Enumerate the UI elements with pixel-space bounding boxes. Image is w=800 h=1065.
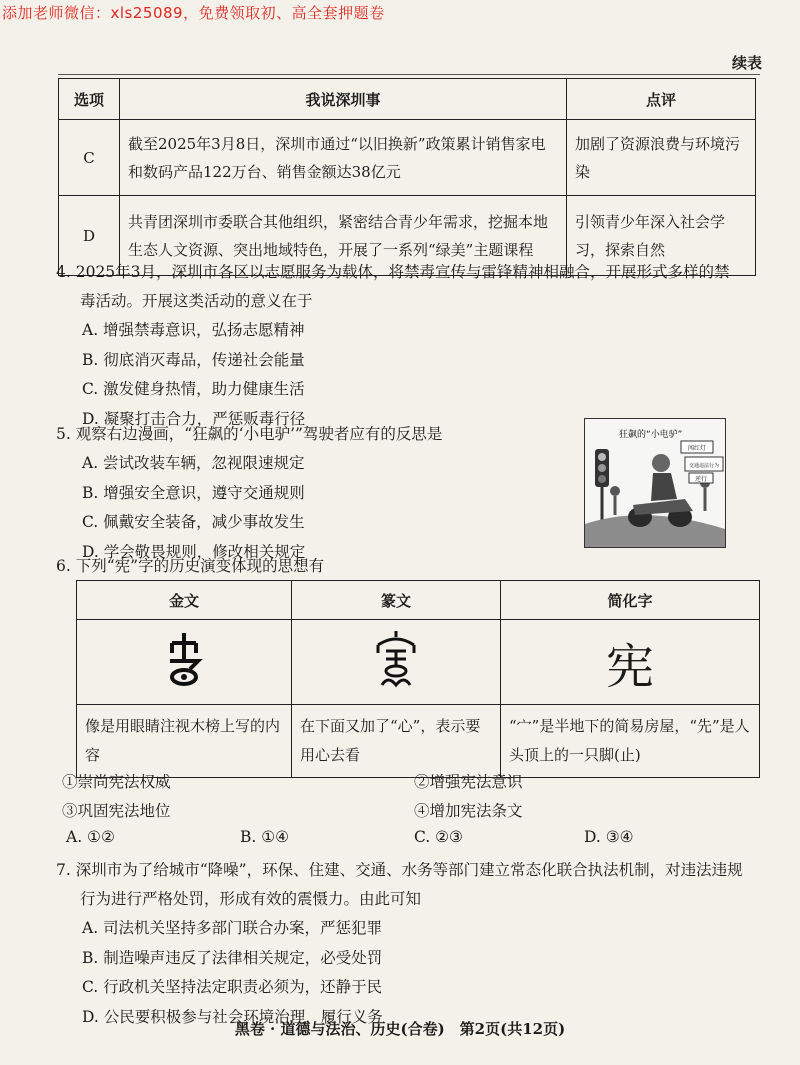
q7-option-d[interactable]: D. 公民要积极参与社会环境治理，履行义务 xyxy=(82,1007,383,1026)
q4-stem-line1: 4. 2025年3月，深圳市各区以志愿服务为载体，将禁毒宣传与雷锋精神相融合，开展形式多样的禁 xyxy=(56,263,730,281)
q4-option-d[interactable]: D. 凝聚打击合力，严惩贩毒行径 xyxy=(82,409,306,428)
question-5 xyxy=(56,420,576,567)
q7-option-a[interactable]: A. 司法机关坚持多部门联合办案，严惩犯罪 xyxy=(82,919,383,937)
watermark-text: 添加老师微信：xls25089，免费领取初、高全套押题卷 xyxy=(2,4,385,22)
q6-choice-d[interactable]: D. ③④ xyxy=(584,828,634,846)
q7-stem-line2: 行为进行严格处罚，形成有效的震慑力。由此可知 xyxy=(80,890,422,908)
jinwen-glyph-cell xyxy=(77,620,292,705)
q4-option-b[interactable]: B. 彻底消灭毒品，传递社会能量 xyxy=(82,350,305,369)
row-event: 截至2025年3月8日，深圳市通过“以旧换新”政策累计销售家电和数码产品122万台、销售金额达38亿元 xyxy=(120,120,567,196)
question-4 xyxy=(56,258,766,434)
row-comment: 引领青少年深入社会学习，探索自然 xyxy=(567,196,756,276)
row-option: D xyxy=(59,196,120,276)
comic-sign-red-light: 闯红灯 xyxy=(687,445,707,452)
description-row xyxy=(77,705,760,778)
shenzhen-events-table xyxy=(58,78,756,276)
col-header-jinwen: 金文 xyxy=(77,581,292,620)
q6-statement-1: ①崇尚宪法权威 xyxy=(62,773,171,791)
q5-option-c[interactable]: C. 佩戴安全装备，减少事故发生 xyxy=(82,513,305,531)
header-rule xyxy=(58,74,760,75)
row-comment: 加剧了资源浪费与环境污染 xyxy=(567,120,756,196)
page-footer: 黑卷 · 道德与法治、历史(合卷) 第2页(共12页) xyxy=(234,1020,566,1038)
question-6 xyxy=(56,552,556,581)
zhuanwen-glyph-image xyxy=(374,629,418,691)
q4-option-a[interactable]: A. 增强禁毒意识，弘扬志愿精神 xyxy=(82,321,305,339)
q5-stem: 5. 观察右边漫画，“狂飙的‘小电驴’”驾驶者应有的反思是 xyxy=(56,425,443,443)
simplified-glyph-cell xyxy=(501,620,760,705)
jinwen-glyph-image xyxy=(164,629,204,691)
q6-statement-3: ③巩固宪法地位 xyxy=(62,802,171,820)
xian-character-table xyxy=(76,580,760,778)
table-header-row xyxy=(59,79,756,120)
glyph-row xyxy=(77,620,760,705)
row-option: C xyxy=(59,120,120,196)
question-7 xyxy=(56,856,776,1032)
q4-stem-line2: 毒活动。开展这类活动的意义在于 xyxy=(80,292,313,310)
zhuanwen-description: 在下面又加了“心”，表示要用心去看 xyxy=(292,705,501,778)
q6-stem: 6. 下列“宪”字的历史演变体现的思想有 xyxy=(56,557,325,575)
q7-stem-line1: 7. 深圳市为了给城市“降噪”，环保、住建、交通、水务等部门建立常态化联合执法机制，对违法违规 xyxy=(56,861,743,879)
col-header-event: 我说深圳事 xyxy=(120,79,567,120)
q4-option-c[interactable]: C. 激发健身热情，助力健康生活 xyxy=(82,380,305,398)
q6-statement-2: ②增强宪法意识 xyxy=(414,773,523,791)
traffic-comic-image xyxy=(584,418,726,548)
q6-choice-c[interactable]: C. ②③ xyxy=(414,828,463,846)
col-header-option: 选项 xyxy=(59,79,120,120)
q5-option-a[interactable]: A. 尝试改装车辆，忽视限速规定 xyxy=(82,454,305,472)
col-header-zhuanwen: 篆文 xyxy=(292,581,501,620)
comic-illustration xyxy=(585,419,725,547)
jinwen-description: 像是用眼睛注视木榜上写的内容 xyxy=(77,705,292,778)
col-header-comment: 点评 xyxy=(567,79,756,120)
simplified-description: “宀”是半地下的简易房屋，“先”是人头顶上的一只脚(止) xyxy=(501,705,760,778)
q6-choice-a[interactable]: A. ①② xyxy=(66,828,115,846)
comic-sign-violation: 交通违法行为 xyxy=(688,463,720,469)
continued-label: 续表 xyxy=(731,54,762,72)
comic-title: 狂飙的“小电驴” xyxy=(619,430,683,440)
q7-option-b[interactable]: B. 制造噪声违反了法律相关规定，必受处罚 xyxy=(82,948,383,967)
table-row xyxy=(59,120,756,196)
simplified-glyph: 宪 xyxy=(605,638,654,695)
comic-sign-wrong-way: 逆行 xyxy=(694,476,708,483)
col-header-simplified: 简化字 xyxy=(501,581,760,620)
q5-option-b[interactable]: B. 增强安全意识，遵守交通规则 xyxy=(82,483,305,502)
zhuanwen-glyph-cell xyxy=(292,620,501,705)
q6-statement-4: ④增加宪法条文 xyxy=(414,802,523,820)
table-header-row xyxy=(77,581,760,620)
q5-option-d[interactable]: D. 学会敬畏规则，修改相关规定 xyxy=(82,542,306,561)
q6-choice-b[interactable]: B. ①④ xyxy=(240,828,290,846)
q7-option-c[interactable]: C. 行政机关坚持法定职责必须为，还静于民 xyxy=(82,978,383,996)
row-event: 共青团深圳市委联合其他组织，紧密结合青少年需求，挖掘本地生态人文资源、突出地域特色，开展了一系列“绿美”主题课程 xyxy=(120,196,567,276)
